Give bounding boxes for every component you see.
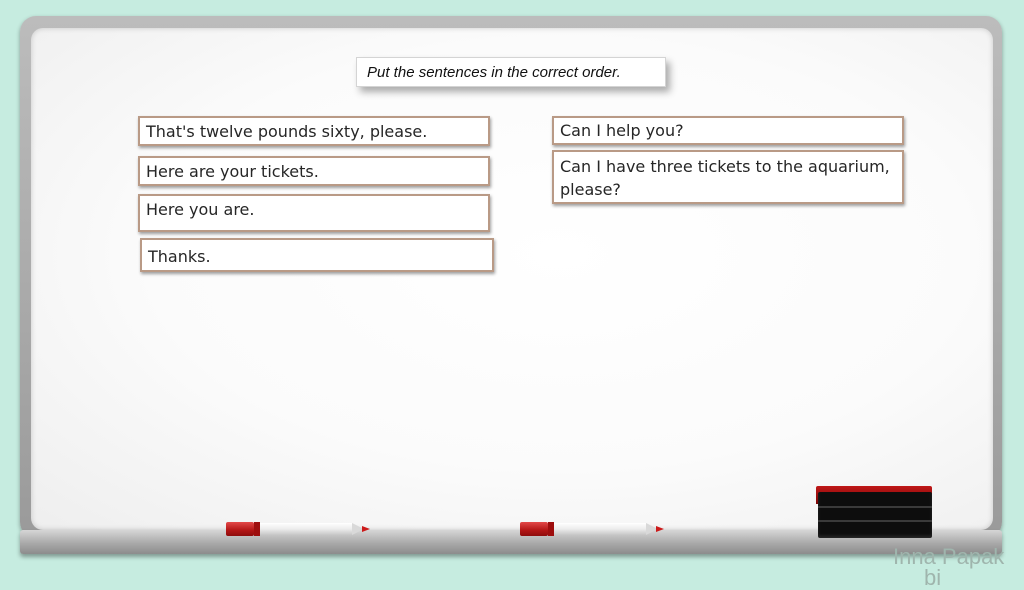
sentence-card-thanks[interactable]: Thanks.: [140, 238, 494, 272]
watermark-text: Inna Papak: [893, 544, 1005, 569]
sentence-card-twelve-pounds[interactable]: That's twelve pounds sixty, please.: [138, 116, 490, 146]
instruction-text: Put the sentences in the correct order.: [356, 57, 666, 87]
marker-icon[interactable]: [520, 521, 666, 537]
watermark-text-continued: bi: [924, 565, 942, 590]
sentence-card-three-tickets[interactable]: Can I have three tickets to the aquarium, please?: [552, 150, 904, 204]
sentence-card-here-you-are[interactable]: Here you are.: [138, 194, 490, 232]
marker-icon[interactable]: [226, 521, 372, 537]
eraser-icon[interactable]: [816, 486, 932, 538]
sentence-card-your-tickets[interactable]: Here are your tickets.: [138, 156, 490, 186]
whiteboard-surface: [31, 28, 993, 530]
sentence-card-can-i-help[interactable]: Can I help you?: [552, 116, 904, 145]
